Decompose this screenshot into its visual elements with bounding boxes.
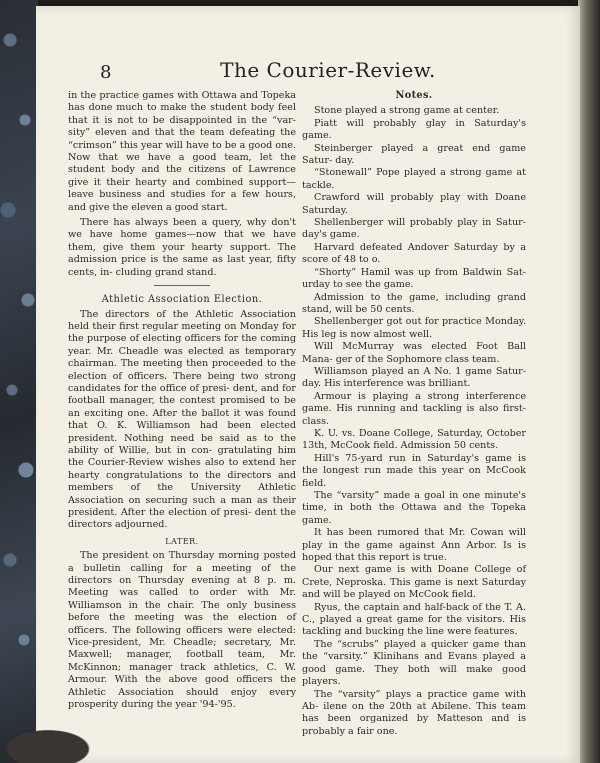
page-number: 8 xyxy=(100,62,112,83)
election-paragraph: The directors of the Athletic Association held their first regular meeting on Monday for the purpose of electing officers for the coming year. Mr. Cheadle was elected as temporary chairman. The meeting then proceeded to the election of officers. There being two strong candidates for the office of presi- dent, and for football manager, the contest promised to be an exciting one. After the ballot it was found that O. K. Williamson had been elected president. Nothing need be said as to the ability of Willie, but in con- gratulating him the Courier-Review wishes also to extend her hearty congratulations to the directors and members of the University Athletic Association on securing such a man as their president. After the election of presi- dent the directors adjourned. xyxy=(68,308,296,531)
note-item: The “scrubs” played a quicker game than the “varsity.” Klinihans and Evans played a good game. They both will make good players. xyxy=(302,638,526,688)
note-item: Shellenberger will probably play in Satur- day's game. xyxy=(302,217,526,241)
note-item: Will McMurray was elected Foot Ball Mana- ger of the Sophomore class team. xyxy=(302,341,526,365)
note-item: Williamson played an A No. 1 game Satur- day. His interference was brilliant. xyxy=(302,365,526,390)
note-item: Harvard defeated Andover Saturday by a score of 48 to o. xyxy=(302,241,526,266)
note-item: Shellenberger got out for practice Monday. His leg is now almost well. xyxy=(302,316,526,340)
intro-paragraph-2: There has always been a query, why don't we have home games—now that we have them, give them your hearty support. The admission price is the same as last year, fifty cents, in- cluding grand stand. xyxy=(68,217,296,278)
note-item: K. U. vs. Doane College, Saturday, October 13th, McCook field. Admission 50 cents. xyxy=(302,427,526,452)
section-divider xyxy=(154,285,210,286)
thumb-shadow xyxy=(0,716,120,763)
note-item: The “varsity” made a goal in one minute's time, in both the Ottawa and the Topeka game. xyxy=(302,490,526,526)
note-item: Admission to the game, including grand stand, will be 50 cents. xyxy=(302,291,526,315)
note-item: Stone played a strong game at center. xyxy=(314,105,500,117)
notes-heading: Notes. xyxy=(395,90,433,101)
later-paragraph: The president on Thursday morning posted a bulletin calling for a meeting of the directors on Thursday evening at 8 p. m. Meeting was called to order with Mr. Williamson in the chair. The only business before the meeting was the election of officers. The following officers were elected: Vice-president, Mr. Cheadle; secretary, Mr. Maxwell; manager, football team, Mr. McKinnon; manager track athletics, C. W. Armour. With the above good officers the Athletic Association should enjoy every prosperity during the year '94-'95. xyxy=(68,550,296,711)
intro-paragraph-1: in the practice games with Ottawa and Topeka has done much to make the student body feel that it is not to be disappointed in the “var- sity” eleven and that the team defeating the “crimson” this year will have to be a good one. Now that we have a good team, let the student body and the citizens of Lawrence give it their hearty and combined support—leave business and studies for a few hours, and give the eleven a good start. xyxy=(68,90,296,213)
note-item: The “varsity” plays a practice game with Ab- ilene on the 20th at Abilene. This team has been organized by Matteson and is probably a fair one. xyxy=(302,688,526,737)
election-heading: Athletic Association Election. xyxy=(101,294,263,306)
note-item: Armour is playing a strong interference game. His running and tackling is also first-class. xyxy=(302,390,526,427)
note-item: Our next game is with Doane College of Crete, Neproska. This game is next Saturday and will be played on McCook field. xyxy=(302,564,526,601)
book-cover-marbled-edge xyxy=(0,0,38,763)
note-item: “Stonewall” Pope played a strong game at tackle. xyxy=(302,167,526,191)
note-item: Hill's 75-yard run in Saturday's game is the longest run made this year on McCook field. xyxy=(302,452,526,489)
note-item: “Shorty” Hamil was up from Baldwin Sat- urday to see the game. xyxy=(302,266,526,291)
right-column xyxy=(302,90,526,738)
left-column xyxy=(68,90,296,712)
note-item: Piatt will probably glay in Saturday's game. xyxy=(302,117,526,142)
later-heading: LATER. xyxy=(165,536,199,546)
publication-title: The Courier-Review. xyxy=(220,58,436,82)
note-item: Ryus, the captain and half-back of the T. A. C., played a great game for the visitors. His tackling and bucking the line were features. xyxy=(302,601,526,638)
note-item: Steinberger played a great end game Satur- day. xyxy=(302,142,526,167)
book-spine-right xyxy=(578,0,600,763)
page-header xyxy=(36,58,580,88)
note-item: It has been rumored that Mr. Cowan will play in the game against Ann Arbor. Is is hoped that this report is true. xyxy=(302,527,526,564)
note-item: Crawford will probably play with Doane Saturday. xyxy=(302,192,526,216)
